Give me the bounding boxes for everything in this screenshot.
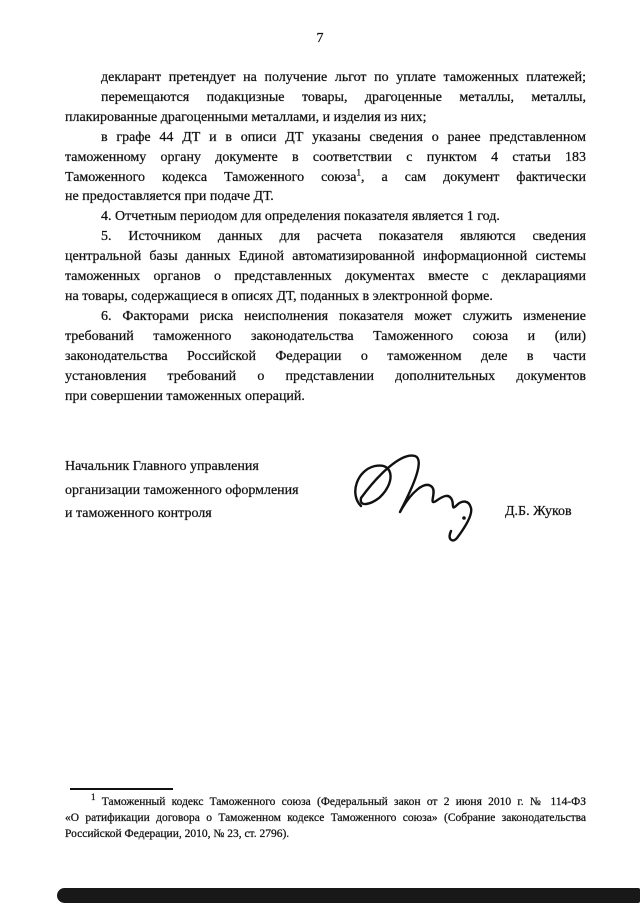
footnote-line: «О ратификации договора о Таможенном кодексе Таможенного союза» (Собрание законодательства — [65, 812, 586, 825]
footnote-number: 1 — [91, 792, 96, 803]
body-line: таможенных органов о представленных документах вместе с декларациями — [65, 269, 586, 285]
body-line: требований таможенного законодательства Таможенного союза и (или) — [65, 328, 586, 344]
signature-title-line: организации таможенного оформления — [65, 482, 299, 498]
signer-name: Д.Б. Жуков — [505, 504, 572, 519]
footnote-reference-mark: 1 — [356, 166, 361, 177]
body-line: центральной базы данных Единой автоматизированной информационной системы — [65, 249, 586, 265]
body-line: в графе 44 ДТ и в описи ДТ указаны сведения о ранее представленном — [101, 129, 586, 145]
signature-title-line: Начальник Главного управления — [65, 459, 259, 474]
footnote-line — [65, 794, 586, 810]
footnote-line-text: Таможенный кодекс Таможенного союза (Федеральный закон от 2 июня 2010 г. № 114-ФЗ — [95, 796, 586, 808]
body-line: установления требований о представлении дополнительных документов — [65, 368, 586, 384]
body-line: таможенному органу документе в соответствии с пунктом 4 статьи 183 — [65, 149, 586, 165]
body-text — [65, 68, 586, 406]
handwritten-signature-icon — [345, 448, 510, 543]
signature-title-line: и таможенного контроля — [65, 506, 212, 521]
body-line: декларант претендует на получение льгот по уплате таможенных платежей; — [101, 70, 586, 85]
body-line: 4. Отчетным периодом для определения показателя является 1 год. — [101, 209, 500, 225]
scan-edge-bar — [57, 888, 640, 903]
body-line: законодательства Российской Федерации о таможенном деле в части — [65, 348, 586, 364]
body-line-text: , а сам документ фактически — [361, 169, 586, 185]
body-line: при совершении таможенных операций. — [65, 388, 305, 404]
body-line: 5. Источником данных для расчета показателя являются сведения — [101, 229, 586, 245]
body-line: на товары, содержащиеся в описях ДТ, поданных в электронной форме. — [65, 288, 493, 304]
body-line: плакированные драгоценными металлами, и изделия из них; — [65, 109, 427, 125]
signature-title-block — [65, 455, 365, 526]
body-line: перемещаются подакцизные товары, драгоценные металлы, металлы, — [101, 89, 586, 105]
footnote — [65, 794, 586, 843]
body-line: 6. Факторами риска неисполнения показателя может служить изменение — [101, 308, 586, 324]
footnote-separator — [70, 788, 173, 790]
body-line: не предоставляется при подаче ДТ. — [65, 189, 274, 205]
page-number: 7 — [316, 31, 324, 46]
footnote-line: Российской Федерации, 2010, № 23, ст. 2796). — [65, 828, 290, 841]
body-line — [65, 168, 586, 188]
body-line-text: Таможенного кодекса Таможенного союза — [65, 169, 357, 185]
